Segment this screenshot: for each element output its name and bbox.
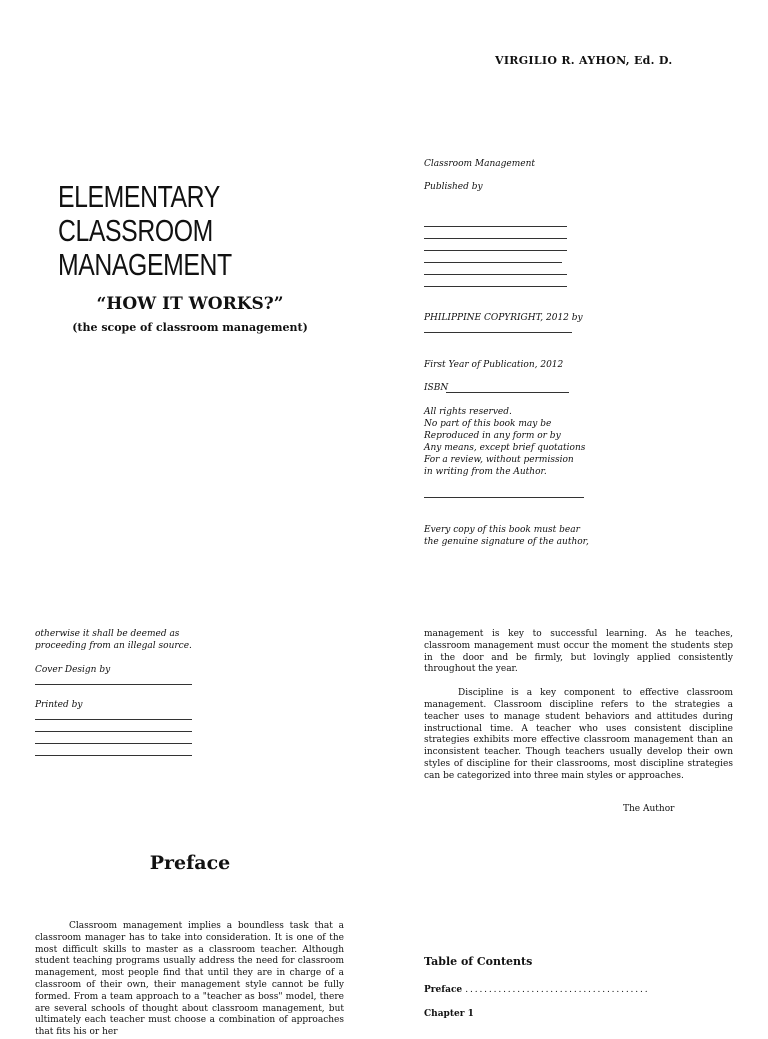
printer-line-3 bbox=[35, 743, 192, 744]
preface-paragraph: Classroom management implies a boundless task that a classroom manager has to take into consideration. It is one of the most difficult skills to master as a classroom teacher. Although student teaching programs usually address the need for classroom management, most people find that until they are in charge of a classroom of their own, their management style cannot be fully formed. From a team approach to a "teacher as boss" model, there are several schools of thought about classroom management, but ultimately each teacher must choose a combination of approaches that fits his or her bbox=[35, 921, 344, 1038]
preface-continued-paragraph-2: Discipline is a key component to effective classroom management. Classroom discipline refers to the strategies a teacher uses to manage student behaviors and attitudes during instructional time. A teacher who uses consistent discipline strategies exhibits more effective classroom management than an inconsistent teacher. Though teachers usually develop their own styles of discipline for their classrooms, most discipline strategies can be categorized into three main styles or approaches. bbox=[424, 688, 733, 781]
signature-note-line: the genuine signature of the author, bbox=[424, 537, 589, 547]
publisher-line-5 bbox=[424, 274, 567, 275]
toc-entry-preface-label: Preface bbox=[424, 985, 463, 995]
printer-line-1 bbox=[35, 719, 192, 720]
book-subtitle-note: (the scope of classroom management) bbox=[72, 321, 308, 334]
printed-by-label: Printed by bbox=[35, 700, 83, 710]
rights-line: in writing from the Author. bbox=[424, 467, 547, 477]
illegal-note-line: proceeding from an illegal source. bbox=[35, 641, 192, 651]
preface-body bbox=[35, 921, 344, 1038]
printer-line-4 bbox=[35, 755, 192, 756]
book-title-line2: MANAGEMENT bbox=[58, 247, 232, 282]
illegal-note-line: otherwise it shall be deemed as bbox=[35, 629, 180, 639]
rights-line: All rights reserved. bbox=[424, 407, 512, 417]
preface-heading: Preface bbox=[149, 852, 231, 874]
rights-line: Any means, except brief quotations bbox=[424, 443, 586, 453]
book-subtitle: “HOW IT WORKS?” bbox=[96, 294, 284, 314]
isbn-label: ISBN bbox=[424, 383, 449, 393]
toc-entry-preface-dots: . . . . . . . . . . . . . . . . . . . . . . . . . . . . . . . . . . . . . . . bbox=[465, 985, 648, 995]
copyright-line bbox=[424, 332, 572, 333]
illegal-source-note bbox=[35, 628, 192, 652]
preface-signoff: The Author bbox=[623, 804, 675, 814]
first-year-label: First Year of Publication, 2012 bbox=[424, 360, 564, 370]
printer-line-2 bbox=[35, 731, 192, 732]
published-by-label: Published by bbox=[424, 182, 483, 192]
publisher-line-1 bbox=[424, 226, 567, 227]
isbn-line bbox=[446, 392, 569, 393]
publisher-line-2 bbox=[424, 238, 567, 239]
rights-line: Reproduced in any form or by bbox=[424, 431, 561, 441]
cover-design-line bbox=[35, 684, 192, 685]
toc-heading: Table of Contents bbox=[424, 955, 533, 968]
publisher-line-6 bbox=[424, 286, 567, 287]
preface-continued-paragraph-1: management is key to successful learning. As he teaches, classroom management must occur the moment the students step in the door and be firmly, but lovingly applied consistently throughout the year. bbox=[424, 629, 733, 675]
author-name: VIRGILIO R. AYHON, Ed. D. bbox=[495, 54, 673, 67]
publisher-line-4 bbox=[424, 262, 562, 263]
book-title-line1: ELEMENTARY CLASSROOM bbox=[58, 179, 220, 248]
toc-entry-chapter-1: Chapter 1 bbox=[424, 1009, 474, 1019]
rights-line: For a review, without permission bbox=[424, 455, 574, 465]
preface-continued bbox=[424, 629, 733, 783]
copyright-book-title: Classroom Management bbox=[424, 159, 536, 169]
signature-line bbox=[424, 497, 584, 498]
signature-note-line: Every copy of this book must bear bbox=[424, 525, 580, 535]
rights-line: No part of this book may be bbox=[424, 419, 552, 429]
book-title bbox=[58, 180, 298, 282]
toc-entry-preface bbox=[424, 985, 647, 995]
signature-note bbox=[424, 524, 589, 548]
cover-design-label: Cover Design by bbox=[35, 665, 111, 675]
publisher-line-3 bbox=[424, 250, 567, 251]
copyright-label: PHILIPPINE COPYRIGHT, 2012 by bbox=[424, 313, 583, 323]
rights-block bbox=[424, 406, 585, 478]
